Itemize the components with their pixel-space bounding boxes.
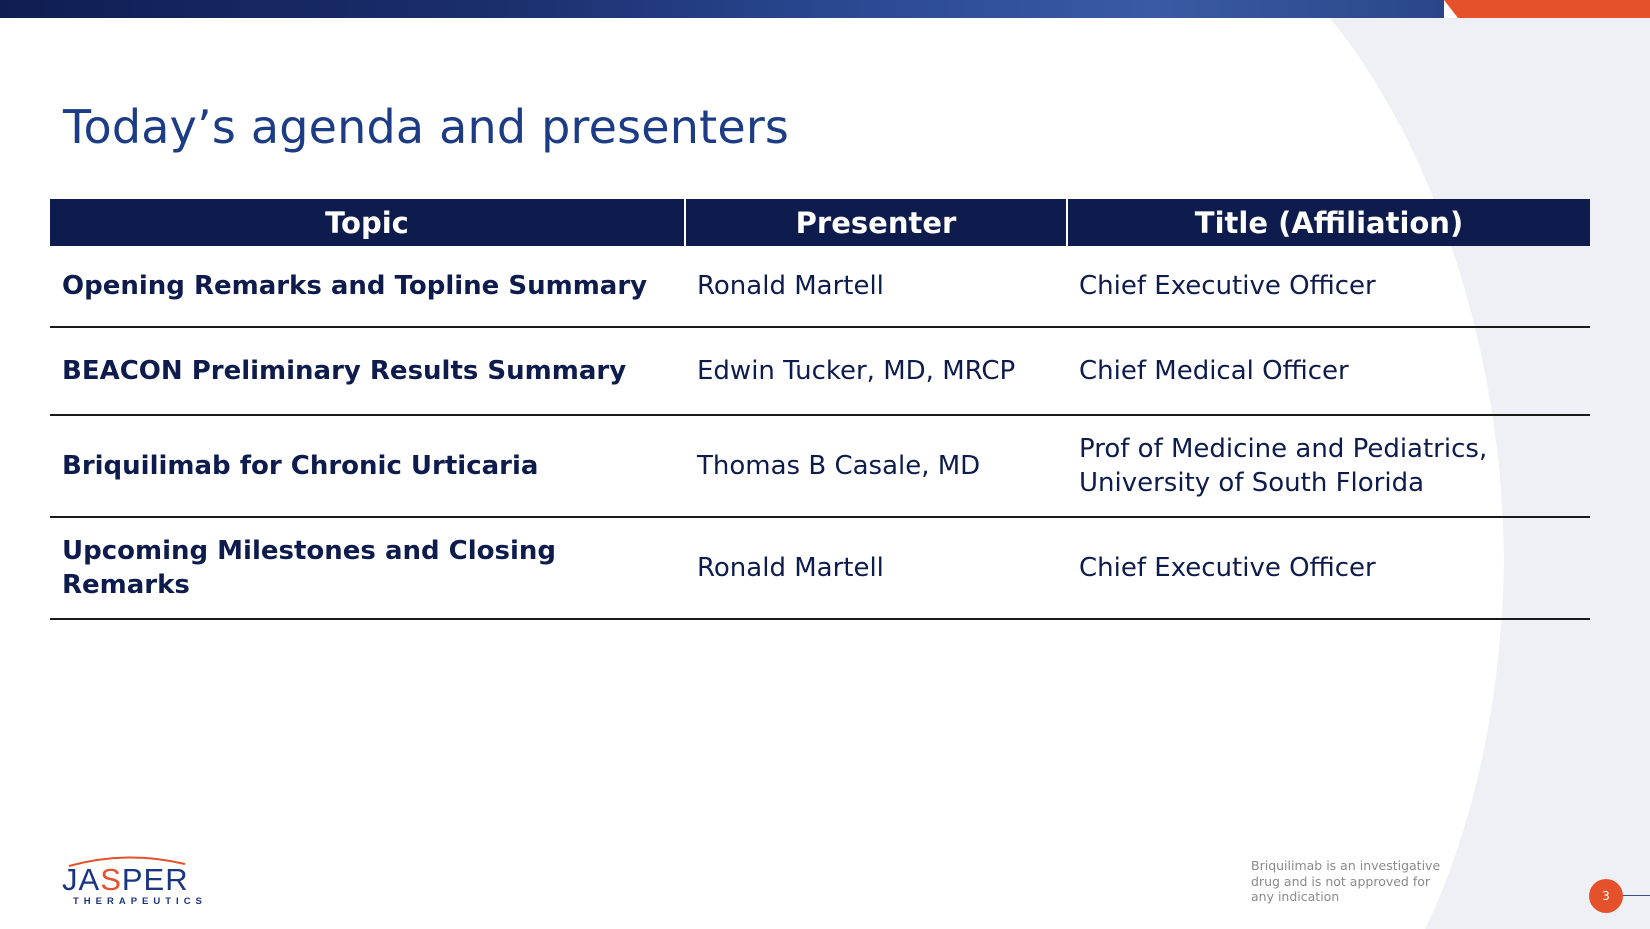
table-row [50,327,1590,415]
logo-text-2: S [100,862,122,897]
table-row [50,415,1590,517]
company-logo [62,854,207,907]
topic-cell: BEACON Preliminary Results Summary [50,327,685,415]
page-number-badge: 3 [1589,879,1623,913]
affiliation-cell: Chief Executive Officer [1067,246,1590,327]
header-affiliation: Title (Affiliation) [1067,199,1590,246]
table-row [50,517,1590,619]
topic-cell: Upcoming Milestones and Closing Remarks [50,517,685,619]
logo-subtitle: THERAPEUTICS [73,896,207,907]
page-title: Today’s agenda and presenters [63,100,790,154]
logo-text-1: JA [62,862,101,897]
logo-text-3: PER [121,862,189,897]
top-accent-bar [1430,0,1650,18]
presenter-cell: Ronald Martell [685,517,1067,619]
presenter-cell: Ronald Martell [685,246,1067,327]
header-presenter: Presenter [685,199,1067,246]
topic-cell: Briquilimab for Chronic Urticaria [50,415,685,517]
affiliation-cell: Prof of Medicine and Pediatrics, University of South Florida [1067,415,1590,517]
top-banner [0,0,1444,18]
topic-cell: Opening Remarks and Topline Summary [50,246,685,327]
presenter-cell: Thomas B Casale, MD [685,415,1067,517]
disclaimer-text: Briquilimab is an investigative drug and is not approved for any indication [1251,858,1441,904]
table-header-row [50,199,1590,246]
table-row [50,246,1590,327]
agenda-table [50,199,1590,620]
presenter-cell: Edwin Tucker, MD, MRCP [685,327,1067,415]
header-topic: Topic [50,199,685,246]
affiliation-cell: Chief Executive Officer [1067,517,1590,619]
logo-wordmark [62,864,189,896]
affiliation-cell: Chief Medical Officer [1067,327,1590,415]
